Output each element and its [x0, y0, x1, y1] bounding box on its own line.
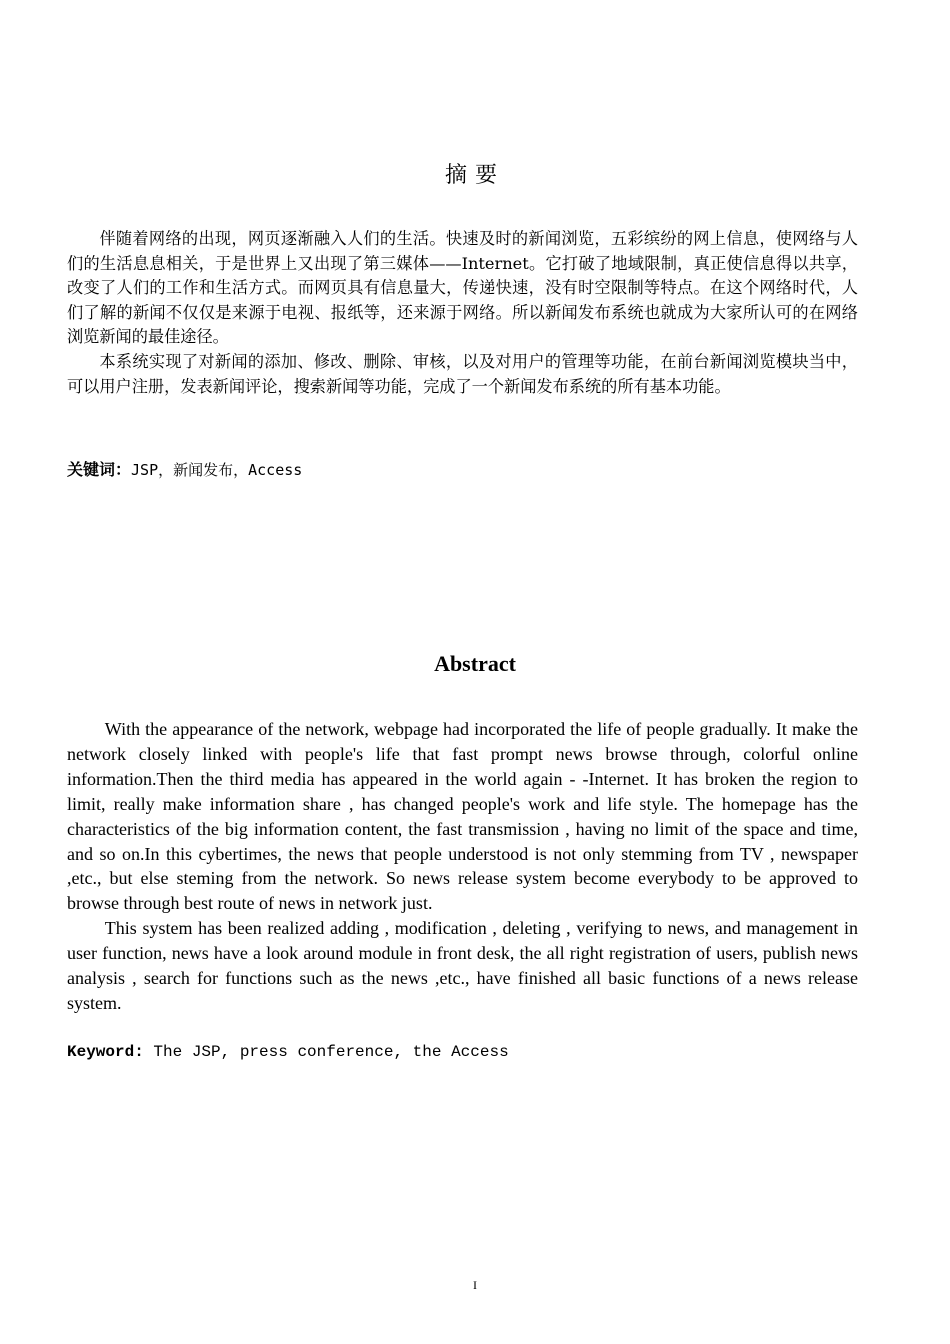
english-keywords-text: The JSP, press conference, the Access: [143, 1043, 509, 1061]
chinese-abstract-title: 摘要: [444, 163, 505, 188]
english-keywords-label: Keyword:: [67, 1043, 144, 1061]
chinese-abstract-paragraph: 伴随着网络的出现，网页逐渐融入人们的生活。快速及时的新闻浏览，五彩缤纷的网上信息，使网络与人们的生活息息相关，于是世界上又出现了第三媒体——Internet。它打破了地域限制，真正使信息得以共享，改变了人们的工作和生活方式。而网页具有信息量大，传递快速，没有时空限制等特点。在这个网络时代，人们了解的新闻不仅仅是来源于电视、报纸等，还来源于网络。所以新闻发布系统也就成为大家所认可的在网络浏览新闻的最佳途径。: [67, 229, 858, 347]
chinese-keywords-text: JSP，新闻发布，Access: [131, 461, 303, 479]
page-number: I: [473, 1278, 477, 1292]
english-abstract-paragraph: This system has been realized adding , modification , deleting , verifying to news, and management in user function, news have a look around module in front desk, the all right registration of users, publish news analysis , search for functions such as the news ,etc., have finished all basic functions of a news release system.: [67, 918, 858, 1013]
english-keywords: [67, 1043, 858, 1061]
english-abstract-paragraph: With the appearance of the network, webpage had incorporated the life of people gradually. It make the network closely linked with people's life that fast prompt news browse through, colorful online information.Then the third media has appeared in the world again - -Internet. It has broken the region to limit, really make information share , has changed people's work and life style. The homepage has the characteristics of the big information content, the fast transmission , having no limit of the space and time, and so on.In this cybertimes, the news that people understood is not only stemming from TV , newspaper ,etc., but else steming from the network. So news release system become everybody to be approved to browse through best route of news in network just.: [67, 719, 858, 914]
chinese-keywords: [67, 457, 858, 480]
chinese-keywords-label: 关键词：: [67, 460, 132, 479]
chinese-abstract-body: [67, 227, 858, 399]
english-abstract-title: Abstract: [434, 651, 516, 676]
english-abstract-body: [67, 717, 858, 1016]
chinese-abstract-paragraph: 本系统实现了对新闻的添加、修改、删除、审核，以及对用户的管理等功能，在前台新闻浏览模块当中，可以用户注册，发表新闻评论，搜索新闻等功能，完成了一个新闻发布系统的所有基本功能。: [67, 351, 858, 396]
